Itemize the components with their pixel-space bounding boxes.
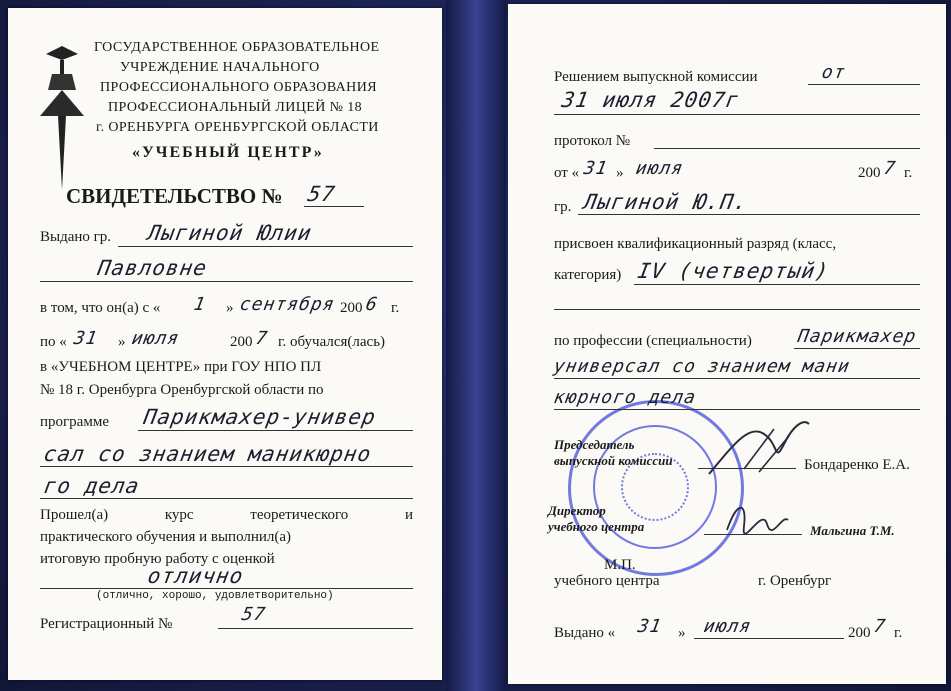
protocol-date-prefix: от « <box>554 165 580 181</box>
cover-spine <box>446 0 506 691</box>
protocol-year-prefix: 200 <box>858 165 881 181</box>
program-line-3: го дела <box>41 474 142 498</box>
profession-line-2: универсал со знанием мани <box>552 356 852 377</box>
recipient-label: гр. <box>554 199 572 215</box>
header-line-6: «УЧЕБНЫЙ ЦЕНТР» <box>132 144 324 161</box>
chairman-title-2: выпускной комиссии <box>554 453 673 468</box>
protocol-day: 31 <box>582 158 610 179</box>
profession-line-3: кюрного дела <box>552 387 698 408</box>
profession-line-1: Парикмахер <box>796 326 919 347</box>
qualification-line-1: присвоен квалификационный разряд (класс, <box>554 236 837 252</box>
to-day: 31 <box>72 328 100 349</box>
to-date-prefix: по « <box>40 334 67 350</box>
seal-label: М.П. <box>604 557 636 573</box>
director-title-1: Директор <box>548 503 606 518</box>
program-line-1: Парикмахер-универ <box>141 405 379 429</box>
protocol-label: протокол № <box>554 133 631 149</box>
from-date-prefix: в том, что он(а) с « <box>40 300 161 316</box>
from-year-suffix: г. <box>391 300 400 316</box>
course-line-3: итоговую пробную работу с оценкой <box>40 551 275 567</box>
course-line-2: практического обучения и выполнил(а) <box>40 529 292 545</box>
studied-suffix: г. обучался(лась) <box>278 334 386 350</box>
registration-number: 57 <box>240 604 268 625</box>
recipient-name-line1: Лыгиной Юлии <box>145 221 314 245</box>
decision-label: Решением выпускной комиссии <box>554 69 758 85</box>
issued-to-label: Выдано гр. <box>40 229 112 245</box>
issued-month: июля <box>702 616 754 637</box>
from-year-digit: 6 <box>364 294 380 315</box>
issued-year-prefix: 200 <box>848 625 871 641</box>
protocol-year-suffix: г. <box>904 165 913 181</box>
decision-from: от <box>820 62 848 83</box>
seal-center: учебного центра <box>554 573 660 589</box>
header-line-3: ПРОФЕССИОНАЛЬНОГО ОБРАЗОВАНИЯ <box>100 80 377 95</box>
from-day: 1 <box>192 294 208 315</box>
registration-label: Регистрационный № <box>40 616 173 632</box>
issued-year-suffix: г. <box>894 625 903 641</box>
certificate-title: СВИДЕТЕЛЬСТВО № <box>66 184 283 208</box>
certificate-number: 57 <box>305 182 338 206</box>
left-page: ГОСУДАРСТВЕННОЕ ОБРАЗОВАТЕЛЬНОЕ УЧРЕЖДЕНИЕ НАЧАЛЬНОГО ПРОФЕССИОНАЛЬНОГО ОБРАЗОВАНИЯ ПРОФЕССИОНАЛЬНЫЙ ЛИЦЕЙ № 18 г. ОРЕНБУРГА ОРЕНБУРГСКОЙ ОБЛАСТИ «УЧЕБНЫЙ ЦЕНТР» СВИДЕТЕЛЬСТВО № 57 Выдано гр. Лыгиной Юлии Павловне в том, что он(а) с « 1 » сентября 200 6 г. по « 31 » июля 200 7 г. обучался(лась) в «УЧЕБНОМ ЦЕНТРЕ» при ГОУ НПО ПЛ № 18 г. Оренбурга Оренбургской области по программе Парикмахер-универ сал со знанием маникюрно го дела Прошел(а) курс теоретического и практического обучения и выполнил(а) итоговую пробную работу с оценкой отлично (отлично, хорошо, удовлетворительно) Регистрационный № 57 <box>8 8 442 680</box>
program-line-2: сал со знанием маникюрно <box>41 442 374 466</box>
director-title-2: учебного центра <box>548 519 645 534</box>
grade-value: отлично <box>145 564 246 588</box>
protocol-month: июля <box>634 158 686 179</box>
city: г. Оренбург <box>758 573 832 589</box>
issued-day: 31 <box>636 616 664 637</box>
from-month: сентября <box>238 294 337 315</box>
protocol-year-digit: 7 <box>882 158 898 179</box>
body-line-2: № 18 г. Оренбурга Оренбургской области по <box>40 382 324 398</box>
to-year-prefix: 200 <box>230 334 253 350</box>
to-month: июля <box>130 328 182 349</box>
chairman-name: Бондаренко Е.А. <box>804 457 910 473</box>
issued-year-digit: 7 <box>872 616 888 637</box>
recipient-name: Лыгиной Ю.П. <box>581 190 750 214</box>
to-year-digit: 7 <box>254 328 270 349</box>
header-line-4: ПРОФЕССИОНАЛЬНЫЙ ЛИЦЕЙ № 18 <box>108 100 363 115</box>
program-label: программе <box>40 414 109 430</box>
from-year-prefix: 200 <box>340 300 363 316</box>
header-line-5: г. ОРЕНБУРГА ОРЕНБУРГСКОЙ ОБЛАСТИ <box>96 120 379 135</box>
director-name: Мальгина Т.М. <box>810 523 895 538</box>
header-line-1: ГОСУДАРСТВЕННОЕ ОБРАЗОВАТЕЛЬНОЕ <box>94 40 380 55</box>
header-line-2: УЧРЕЖДЕНИЕ НАЧАЛЬНОГО <box>120 60 320 75</box>
director-signature <box>722 496 792 536</box>
lyceum-emblem <box>38 40 88 200</box>
right-page: Решением выпускной комиссии от 31 июля 2007г протокол № от « 31 » июля 200 7 г. гр. Лыгиной Ю.П. присвоен квалификационный разряд (класс, категория) IV (четвертый) по профессии (специальности) Парикмахер универсал со знанием мани кюрного дела Председатель выпускной комиссии Бондаренко Е.А. Директор учебного центра Мальгина Т.М. М.П. учебного центра г. Оренбург Выдано « 31 » июля 200 7 г. <box>508 4 946 684</box>
body-line-1: в «УЧЕБНОМ ЦЕНТРЕ» при ГОУ НПО ПЛ <box>40 359 322 375</box>
issued-date-prefix: Выдано « <box>554 625 616 641</box>
qualification-rank: IV (четвертый) <box>635 259 832 283</box>
chairman-title-1: Председатель <box>554 437 635 452</box>
qualification-line-2: категория) <box>554 267 622 283</box>
recipient-name-line2: Павловне <box>95 256 210 280</box>
profession-label: по профессии (специальности) <box>554 333 752 349</box>
grade-options: (отлично, хорошо, удовлетворительно) <box>96 590 334 602</box>
chairman-signature <box>704 414 814 484</box>
course-line-1: Прошел(а) курс теоретического и <box>40 507 413 523</box>
decision-date: 31 июля 2007г <box>559 88 742 112</box>
